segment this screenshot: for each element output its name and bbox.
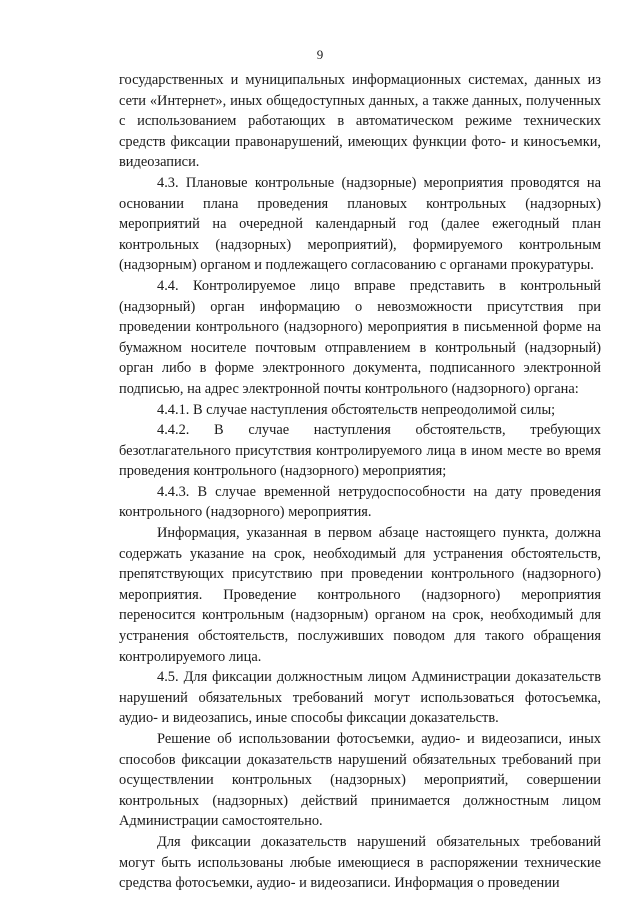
paragraph-4-4-1: 4.4.1. В случае наступления обстоятельств непреодолимой силы; (157, 401, 556, 418)
paragraph-4-4-3: 4.4.3. В случае временной нетрудоспособности на дату проведения контрольного (надзорного) мероприятия. (119, 483, 601, 521)
paragraph-4-3: 4.3. Плановые контрольные (надзорные) мероприятия проводятся на основании плана проведения плановых контрольных (надзорных) мероприятий на очередной календарный год (далее ежегодный план контрольных (надзорных) мероприятий), формируемого контрольным (надзорным) органом и подлежащего согласованию с органами прокуратуры. (119, 174, 601, 274)
paragraph-4-5: 4.5. Для фиксации должностным лицом Администрации доказательств нарушений обязательных требований могут использоваться фотосъемка, аудио- и видеозапись, иные способы фиксации доказательств. (119, 669, 601, 727)
document-body (119, 70, 601, 894)
paragraph-decision: Решение об использовании фотосъемки, аудио- и видеозаписи, иных способов фиксации доказательств нарушений обязательных требований при осуществлении контрольных (надзорных) мероприятий, совершении контрольных (надзорных) действий принимается должностным лицом Администрации самостоятельно. (119, 731, 601, 830)
paragraph-fixation-means: Для фиксации доказательств нарушений обязательных требований могут быть использованы любые имеющиеся в распоряжении технические средства фотосъемки, аудио- и видеозаписи. Информация о проведении (119, 833, 601, 892)
page-number: 9 (316, 47, 324, 62)
paragraph-continuation: государственных и муниципальных информационных системах, данных из сети «Интернет», иных общедоступных данных, а также данных, полученных с использованием работающих в автоматическом режиме технических средств фиксации правонарушений, имеющих функции фото- и киносъемки, видеозаписи. (119, 72, 601, 171)
paragraph-4-4-2: 4.4.2. В случае наступления обстоятельств, требующих безотлагательного присутствия контролируемого лица в ином месте во время проведения контрольного (надзорного) мероприятия; (119, 422, 601, 480)
paragraph-4-4: 4.4. Контролируемое лицо вправе представить в контрольный (надзорный) орган информацию о невозможности присутствия при проведении контрольного (надзорного) мероприятия в письменной форме на бумажном носителе почтовым отправлением в контрольный (надзорный) орган либо в форме электронного документа, подписанного электронной подписью, на адрес электронной почты контрольного (надзорного) органа: (119, 277, 601, 397)
paragraph-information: Информация, указанная в первом абзаце настоящего пункта, должна содержать указание на срок, необходимый для устранения обстоятельств, препятствующих присутствию при проведении контрольного (надзорного) мероприятия. Проведение контрольного (надзорного) мероприятия переносится контрольным (надзорным) органом на срок, необходимый для устранения обстоятельств, послуживших поводом для такого обращения контролируемого лица. (119, 525, 601, 665)
